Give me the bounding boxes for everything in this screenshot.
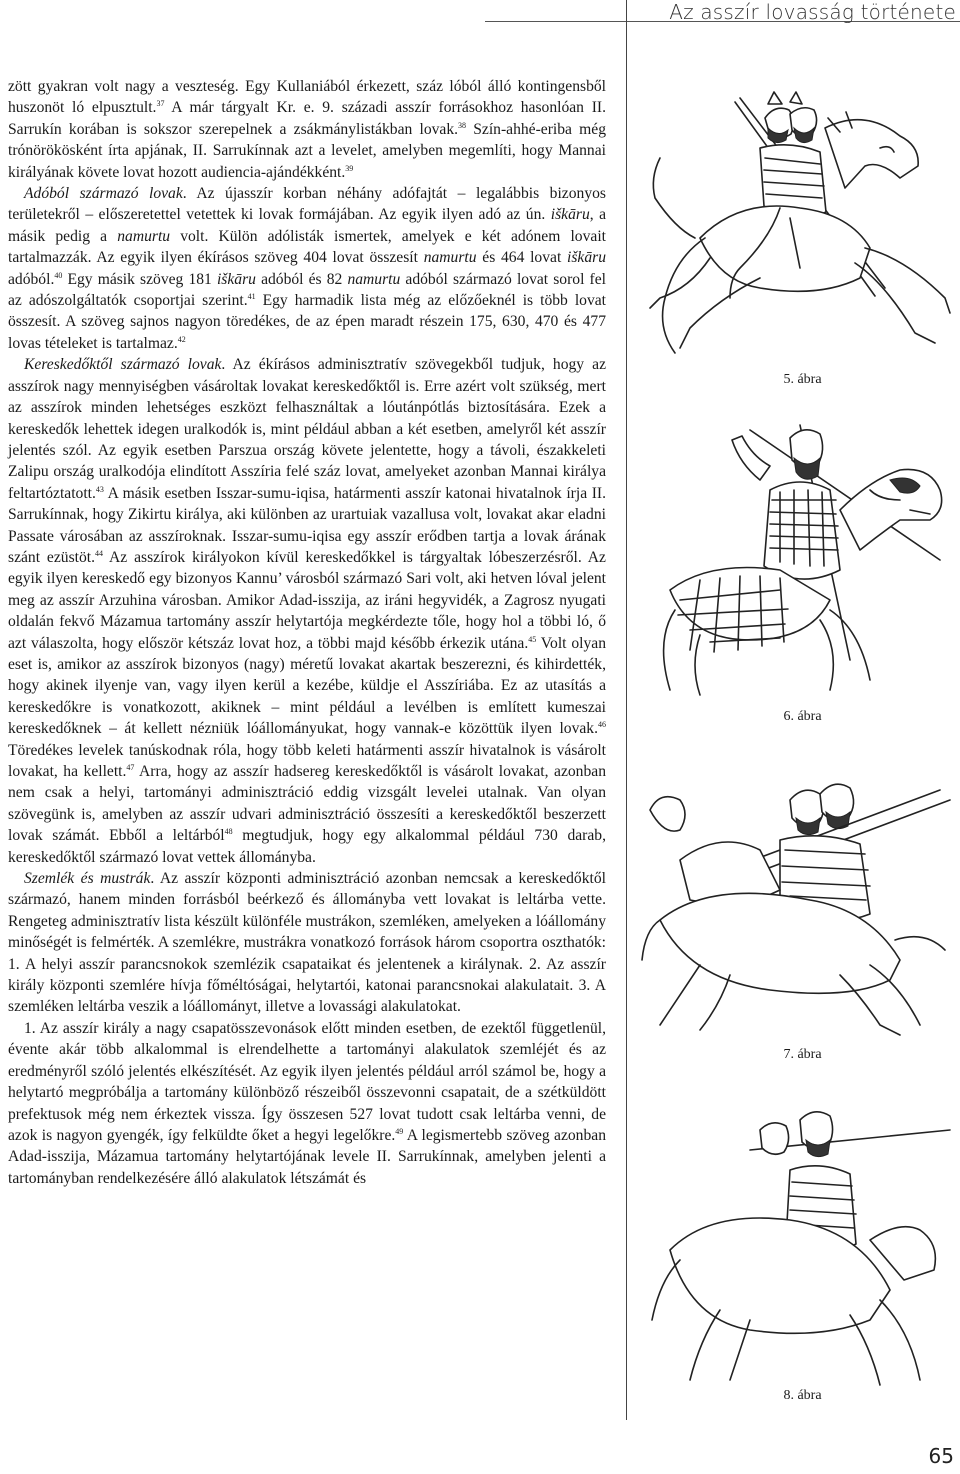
- figure-5-caption: 5. ábra: [783, 372, 822, 387]
- figure-7-illustration: [640, 770, 960, 1045]
- italic-term: Kereskedőktől származó lovak: [24, 356, 222, 374]
- italic-term: Szemlék és mustrák: [24, 870, 151, 888]
- italic-term: namurtu: [423, 249, 477, 267]
- text-run: Egy másik szöveg 181: [62, 270, 217, 288]
- text-run: megtudjuk, hogy egy alkalommal például 730 darab, kereskedőktől származó lovat vettek állományba.: [8, 827, 606, 866]
- text-run: . Az asszír központi adminisztráció azonban nemcsak a kereskedőktől származó, hanem minden forrásból beérkező és állományba vett lovakat is leltárba vette. Rengeteg adminisztratív lista készült különféle mustrákon, szemléken, amelyeken a lóállomány minőségét is felmérték. A szemlékre, mustrákra vonatkozó források három csoportra oszthatók: 1. A helyi asszír parancsnokok szemlézik csapataikat és jelentenek a királynak. 2. Az asszír király központi szemlére hívja főméltóságai, helytartói, katonai parancsnokai alakulatait. 3. A szemléken leltárba veszik a lóállományt, illetve a lovassági alakulatokat.: [8, 870, 606, 1016]
- footnote-ref: 45: [528, 634, 537, 644]
- footnote-ref: 44: [95, 548, 103, 558]
- running-header-title: Az asszír lovasság története: [669, 0, 956, 24]
- text-run: A már tárgyalt Kr. e. 9. századi asszír forrásokhoz hasonlóan II. Sarrukín korában is sokszor szerepelnek a zsákmánylistákban lovak.: [8, 99, 606, 138]
- footnote-ref: 37: [156, 99, 165, 109]
- paragraph: [8, 183, 606, 354]
- figure-8-illustration: [640, 1100, 960, 1400]
- text-run: volt. Külön adólisták ismertek, amelyek e két adónem lovait tartalmazzák. Az egyik ilyen ékírásos szöveg 404 lovat összesít: [8, 227, 606, 267]
- body-text-column: [8, 76, 606, 1189]
- footnote-ref: 46: [598, 720, 606, 730]
- footnote-ref: 47: [126, 763, 135, 772]
- figure-6-drawing: [664, 425, 942, 695]
- text-run: adóból és 82: [255, 270, 348, 288]
- figure-7-drawing: [642, 784, 950, 1035]
- paragraph: [8, 868, 606, 1018]
- footnote-ref: 40: [54, 270, 63, 280]
- figure-7-caption: 7. ábra: [783, 1047, 822, 1062]
- text-run: adóból.: [8, 270, 55, 288]
- text-run: . Az ékírásos adminisztratív szövegekből tudjuk, hogy az asszírok nagy mennyiségben vásároltak lovakat kereskedőktől is. Erre azért volt szükség, mert az asszírok minden lehetséges eszközt felhasználtak a lóutánpótlás biztosítására. Ezek a kereskedők lehettek idegen uralkodók is, mint például abban a két esetben, amelyről két asszír jelentés szól. Az egyik esetben Parszua ország követe jelentette, hogy a távoli, északkeleti Zalipu ország uralkodója elindított Asszíria felé száz lovat, amelyeket azonban Mannai királya feltartóztatott.: [8, 356, 606, 502]
- footnote-ref: 41: [247, 292, 256, 302]
- text-run: A másik esetben Isszar-sumu-iqisa, határmenti asszír katonai hivatalnok írja II. Sarrukínnak, hogy Zikirtu királya, aki különben az urartuiak vazallusa volt, lovakat akar eladni Passate városában az asszíroknak. Isszar-sumu-iqisa egy asszír erődben tartja a lovak árának szánt ezüstöt.: [8, 484, 606, 566]
- text-run: és 464 lovat: [476, 249, 568, 267]
- italic-term: Adóból származó lovak: [24, 185, 183, 203]
- italic-term: namurtu: [347, 270, 401, 288]
- paragraph: [8, 76, 606, 183]
- text-run: A legismertebb szöveg azonban Adad-isszija, Mázamua tartomány helytartójának levele II. Sarrukínnak, amelyben jelenti a tartományban rendelkezésére álló alakulatok létszámát és: [8, 1126, 606, 1187]
- footnote-ref: 49: [395, 1126, 404, 1136]
- figure-6-caption: 6. ábra: [783, 709, 822, 724]
- text-run: , a másik pedig a: [8, 206, 607, 245]
- paragraph: [8, 354, 606, 868]
- footnote-ref: 42: [177, 334, 186, 344]
- text-run: adóból származó lovat sorol fel az adószolgáltatók csoportjai szerint.: [8, 270, 606, 310]
- figure-8-drawing: [652, 1112, 950, 1385]
- footnote-ref: 43: [95, 484, 104, 494]
- text-run: Az asszírok királyokon kívül kereskedőkkel is tárgyaltak lóbeszerzésről. Az egyik ilyen kereskedő egy bizonyos Kannu’ városból származó Sari volt, aki hetven lóval jelent meg az asszír Arzuhina városban. Amikor Adad-isszija, az iráni hegyvidék, a Zagrosz nyugati oldalán fekvő Mázamua tartomány asszír helytartója megkérdezte tőle, hogy hol a többi ló, ő azt válaszolta, hogy először kétszáz lovat hoz, a többi majd később érkezik utána.: [8, 548, 606, 652]
- text-run: 1. Az asszír király a nagy csapatösszevonások előtt minden esetben, de ezektől függetlenül, évente akár több alkalommal is elrendelhette a tartományi alakulatok szemléjét és az eredményről szóló jelentés elkészítését. Az egyik ilyen jelentés például arról számol be, hogy a helytartó megpróbálja a tartomány különböző részeiből összevonni csapatait, de a szétküldött prefektusok még nem érkeztek vissza. Így összesen 527 lovat tudott csak leltárba venni, de azok is nagyon gyengék, így felküldte őket a hegyi legelőkre.: [8, 1019, 606, 1144]
- text-run: zött gyakran volt nagy a veszteség. Egy Kullaniából érkezett, száz lóból álló kontingensből huszonöt ló elpusztult.: [8, 78, 606, 117]
- page-number: 65: [928, 1444, 954, 1468]
- text-run: Volt olyan eset is, amikor az asszírok bizonyos (nagy) méretű lovakat akartak beszerezni, és kihirdették, hogy akinek ilyenje van, vagy ilyen kerül a kezébe, küldje el Asszíriába. Ez az utasítás a kereskedőkre is vonatkozott, akiknek – mint például a levélben is említett kumeszai kereskedőknek – át kellett nézniük lóállományukat, hogy vannak-e közöttük ilyen lovak.: [8, 634, 606, 738]
- footnote-ref: 48: [224, 827, 233, 837]
- italic-term: namurtu: [117, 227, 171, 245]
- figure-5-drawing: [650, 92, 950, 353]
- footnote-ref: 39: [345, 163, 354, 173]
- text-run: Egy harmadik lista még az előzőeknél is több lovat összesít. A szöveg sajnos nagyon töredékes, de az épen maradt részein 175, 630, 470 és 477 lovas tételeket is tartalmaz.: [8, 292, 606, 352]
- text-run: Arra, hogy az asszír hadsereg kereskedőktől is vásárolt lovakat, azonban nem csak a helyi, tartományi adminisztráció eddig vizsgált levelei utalnak. Van olyan szövegünk is, amelyben az asszír udvari adminisztráció összesíti a kereskedőktől beszerzett lovak számát. Ebből a leltárból: [8, 763, 606, 845]
- column-divider: [626, 0, 627, 1420]
- italic-term: iškāru: [550, 206, 590, 224]
- footnote-ref: 38: [458, 120, 467, 130]
- paragraph: [8, 1018, 606, 1189]
- text-run: Szín-ahhé-eriba még trónörökösként írta apjának, II. Sarrukínnak azt a levelet, amelyben megemlíti, hogy Mannai királyának követe lovat hozott audiencia-ajándékként.: [8, 120, 606, 181]
- figure-8-caption: 8. ábra: [783, 1388, 822, 1403]
- italic-term: iškāru: [567, 249, 606, 267]
- figure-6-illustration: [640, 420, 960, 710]
- text-run: Töredékes levelek tanúskodnak róla, hogy több keleti határmenti asszír hivatalnok is vásárolt lovakat, ha kellett.: [8, 741, 606, 780]
- text-run: . Az újasszír korban néhány adófajtát – legalábbis bizonyos területekről – előszeretettel vetettek ki lovak formájában. Az egyik ilyen adó az ún.: [8, 185, 606, 224]
- italic-term: iškāru: [216, 270, 256, 288]
- figure-5-illustration: [640, 88, 960, 378]
